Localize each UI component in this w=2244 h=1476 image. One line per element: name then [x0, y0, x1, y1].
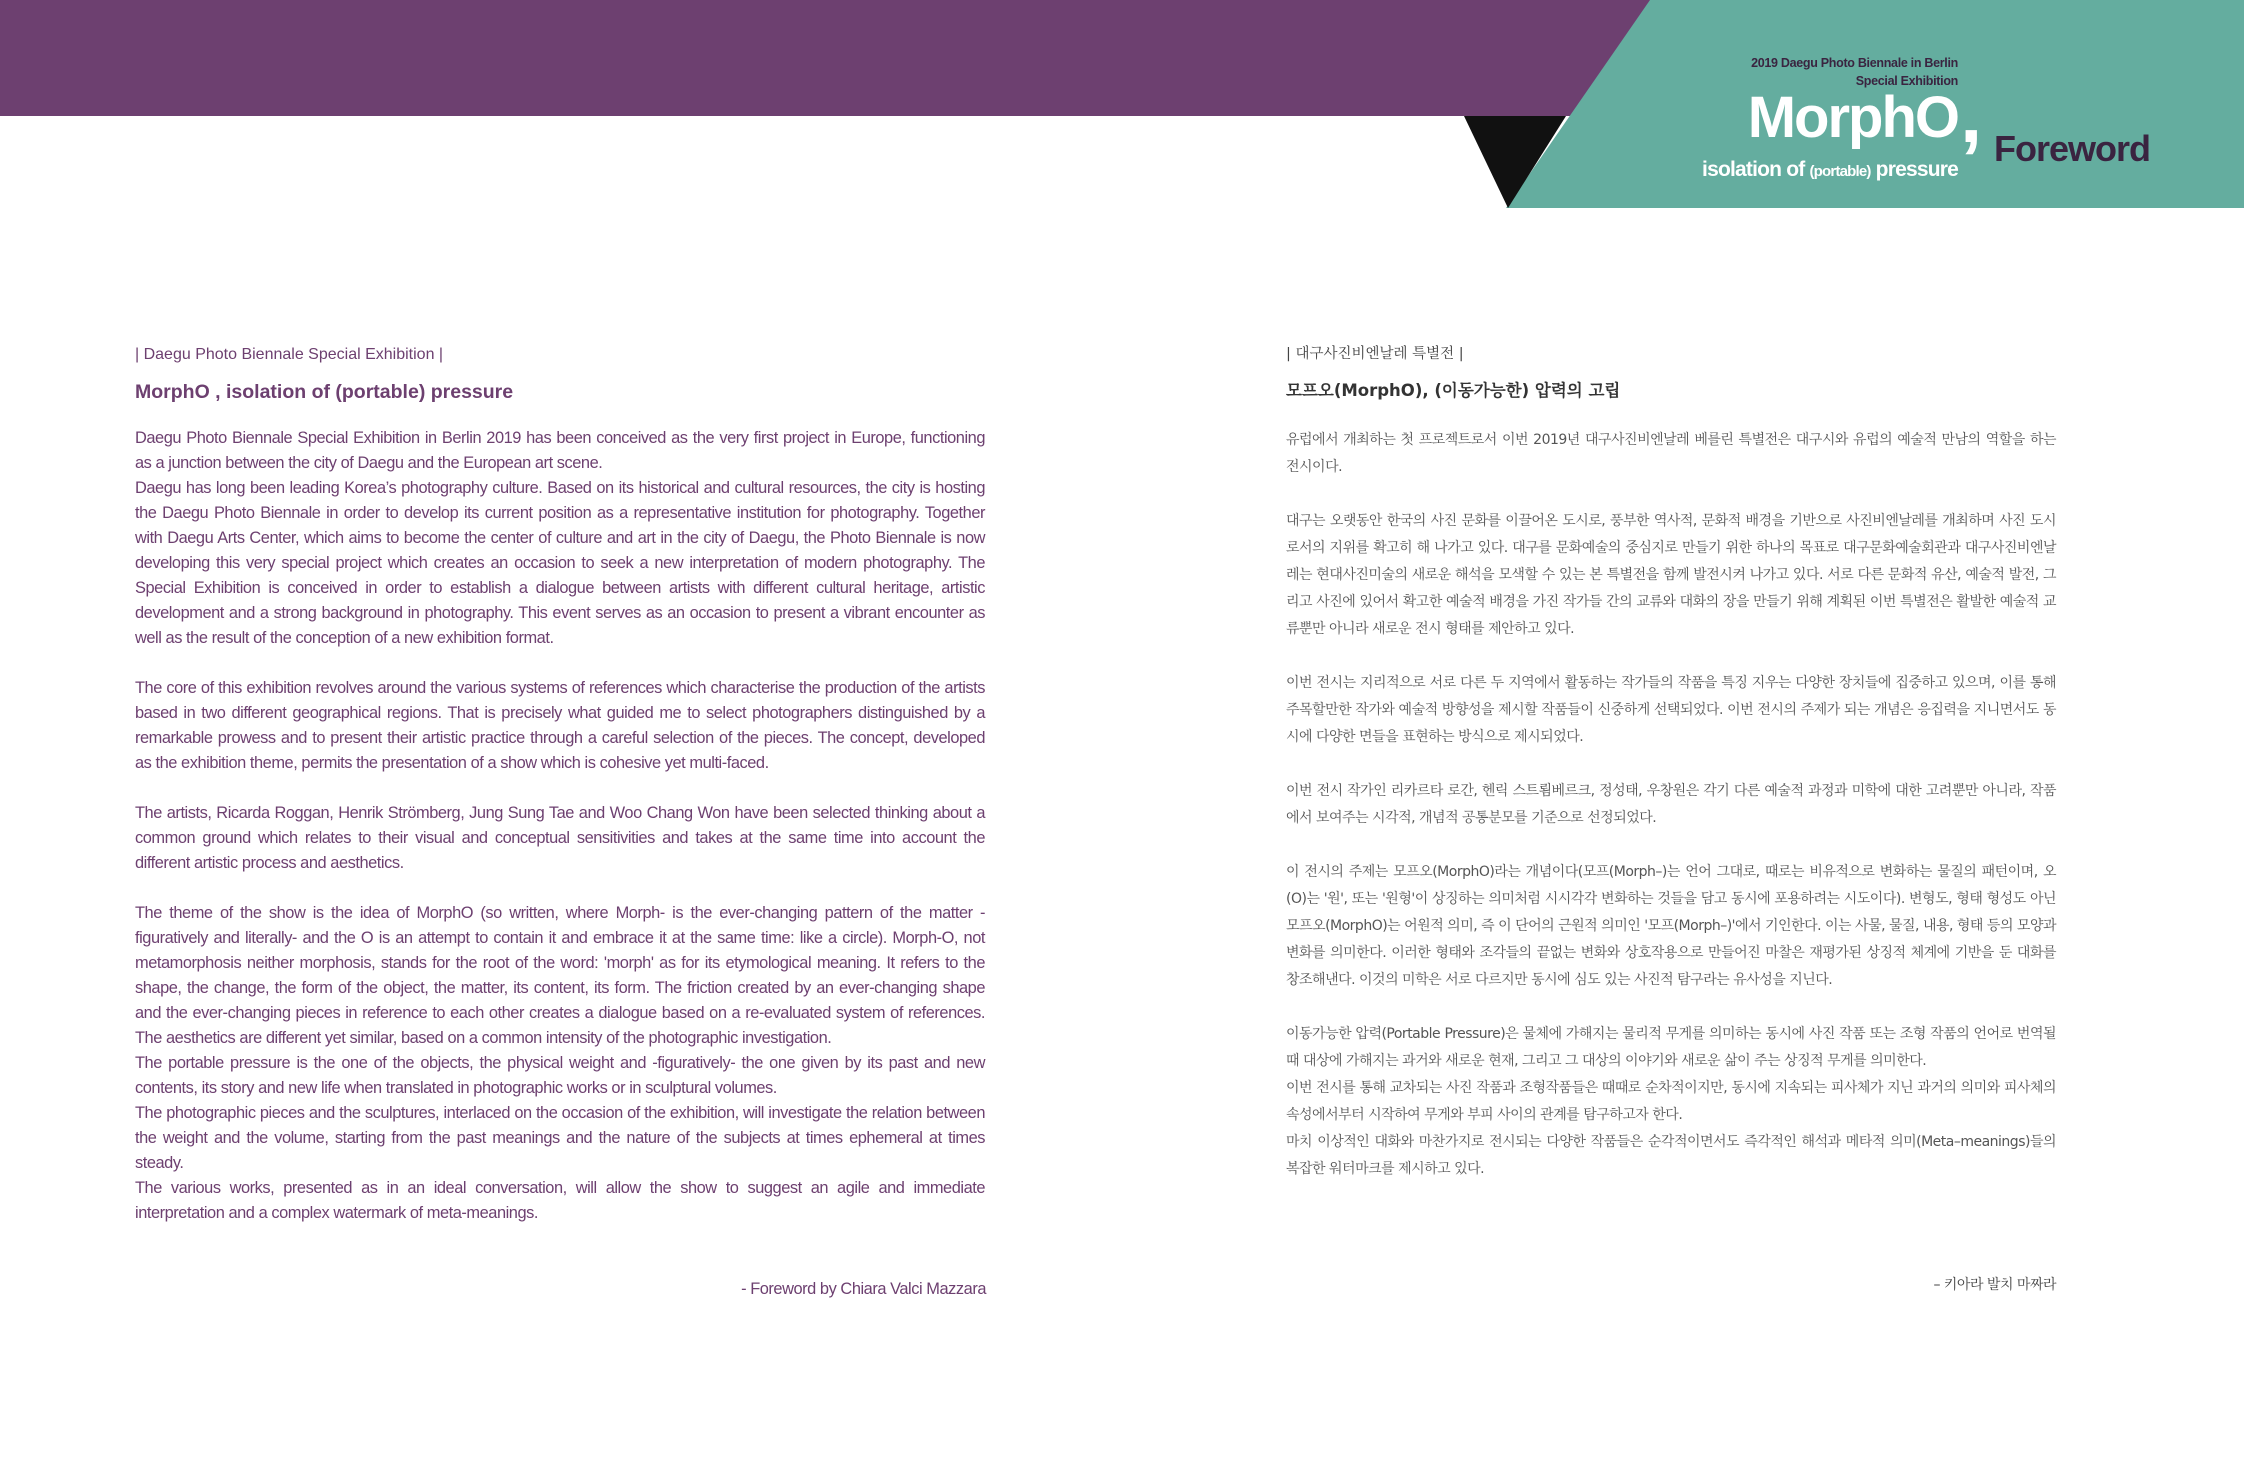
english-paragraph: The theme of the show is the idea of MorphO (so written, where Morph- is the ever-changing pattern of the matter -figuratively and literally- and the O is an attempt to contain it and embrace it at the same time: like a circle). Morph-O, not metamorphosis neither morphosis, stands for the root of the word: 'morph' as for its etymological meaning. It refers to the shape, the change, the form of the object, the matter, its content, its form. The friction created by an ever-changing shape and the ever-changing pieces in reference to each other creates a dialogue based on a re-evaluated system of references. The aesthetics are different yet similar, based on a common intensity of the photographic investigation.: [135, 904, 985, 1047]
english-paragraph: The portable pressure is the one of the objects, the physical weight and -figuratively- the one given by its past and new contents, its story and new life when translated in photographic works or in sculptural volumes.: [135, 1054, 985, 1097]
header-subtitle-a: isolation of: [1702, 158, 1810, 181]
english-paragraph: Daegu has long been leading Korea’s photography culture. Based on its historical and cultural resources, the city is hosting the Daegu Photo Biennale in order to develop its current position as a representative institution for photography. Together with Daegu Arts Center, which aims to become the center of culture and art in the city of Daegu, the Photo Biennale is now developing this very special project which creates an occasion to seek a new interpretation of modern photography. The Special Exhibition is conceived in order to establish a dialogue between artists with different cultural heritage, artistic development and a strong background in photography. This event serves as an occasion to present a vibrant encounter as well as the result of the conception of a new exhibition format.: [135, 479, 985, 647]
paragraph-gap: [1286, 643, 2056, 670]
english-column: [135, 342, 985, 1226]
korean-title: 모프오(MorphO), (이동가능한) 압력의 고립: [1286, 381, 1621, 400]
korean-paragraph: 대구는 오랫동안 한국의 사진 문화를 이끌어온 도시로, 풍부한 역사적, 문화적 배경을 기반으로 사진비엔날레를 개최하며 사진 도시로서의 지위를 확고히 해 나가고 있다. 대구를 문화예술의 중심지로 만들기 위한 하나의 목표로 대구문화예술회관과 대구사진비엔날레는 현대사진미술의 새로운 해석을 모색할 수 있는 본 특별전을 함께 발전시켜 나가고 있다. 서로 다른 문화적 유산, 예술적 발전, 그리고 사진에 있어서 확고한 예술적 배경을 가진 작가들 간의 교류와 대화의 장을 만들기 위해 계획된 이번 특별전은 활발한 예술적 교류뿐만 아니라 새로운 전시 형태를 제안하고 있다.: [1286, 513, 2056, 637]
paragraph-gap: [1286, 994, 2056, 1021]
header-subtitle-c: pressure: [1870, 158, 1958, 181]
paragraph-gap: [1286, 751, 2056, 778]
korean-signature: – 키아라 발치 마짜라: [1933, 1277, 2056, 1293]
korean-paragraph: 이번 전시는 지리적으로 서로 다른 두 지역에서 활동하는 작가들의 작품을 특징 지우는 다양한 장치들에 집중하고 있으며, 이를 통해 주목할만한 작가와 예술적 방향성을 제시할 작품들이 신중하게 선택되었다. 이번 전시의 주제가 되는 개념은 응집력을 지니면서도 동시에 다양한 면들을 표현하는 방식으로 제시되었다.: [1286, 675, 2056, 745]
korean-paragraph: 이번 전시를 통해 교차되는 사진 작품과 조형작품들은 때때로 순차적이지만, 동시에 지속되는 피사체가 지닌 과거의 의미와 피사체의 속성에서부터 시작하여 무게와 부피 사이의 관계를 탐구하고자 한다.: [1286, 1080, 2056, 1123]
english-tag: | Daegu Photo Biennale Special Exhibition |: [135, 346, 444, 363]
korean-column: [1286, 342, 2056, 1183]
english-paragraph: Daegu Photo Biennale Special Exhibition in Berlin 2019 has been conceived as the very first project in Europe, functioning as a junction between the city of Daegu and the European art scene.: [135, 429, 985, 472]
english-paragraph: The photographic pieces and the sculptures, interlaced on the occasion of the exhibition, will investigate the relation between the weight and the volume, starting from the past meanings and the nature of the subjects at times ephemeral at times steady.: [135, 1104, 985, 1172]
header-title: MorphO: [1747, 85, 1958, 150]
paragraph-gap: [135, 776, 985, 801]
paragraph-gap: [1286, 481, 2056, 508]
paragraph-gap: [135, 876, 985, 901]
korean-paragraph: 마치 이상적인 대화와 마찬가지로 전시되는 다양한 작품들은 순각적이면서도 즉각적인 해석과 메타적 의미(Meta–meanings)들의 복잡한 워터마크를 제시하고 있다.: [1286, 1134, 2056, 1177]
english-signature: - Foreword by Chiara Valci Mazzara: [741, 1280, 986, 1298]
header-line2: Special Exhibition: [1855, 74, 1958, 88]
korean-paragraph: 이 전시의 주제는 모프오(MorphO)라는 개념이다(모프(Morph–)는 언어 그대로, 때로는 비유적으로 변화하는 물질의 패턴이며, 오(O)는 '원', 또는 '원형'이 상징하는 의미처럼 시시각각 변화하는 것들을 담고 동시에 포용하려는 시도이다). 변형도, 형태 형성도 아닌 모프오(MorphO)는 어원적 의미, 즉 이 단어의 근원적 의미인 '모프(Morph–)'에서 기인한다. 이는 사물, 물질, 내용, 형태 등의 모양과 변화를 의미한다. 이러한 형태와 조각들의 끝없는 변화와 상호작용으로 만들어진 마찰은 재평가된 상징적 체계에 기반을 둔 대화를 창조해낸다. 이것의 미학은 서로 다르지만 동시에 심도 있는 사진적 탐구라는 유사성을 지닌다.: [1286, 864, 2056, 988]
header-subtitle: [1702, 156, 1958, 186]
header-subtitle-b: (portable): [1809, 163, 1871, 180]
korean-paragraph: 이번 전시 작가인 리카르타 로간, 헨릭 스트룀베르크, 정성태, 우창원은 각기 다른 예술적 과정과 미학에 대한 고려뿐만 아니라, 작품에서 보여주는 시각적, 개념적 공통분모를 기준으로 선정되었다.: [1286, 783, 2056, 826]
korean-tag: | 대구사진비엔날레 특별전 |: [1286, 346, 1464, 362]
english-paragraph: The artists, Ricarda Roggan, Henrik Strömberg, Jung Sung Tae and Woo Chang Won have been selected thinking about a common ground which relates to their visual and conceptual sensitivities and takes at the same time into account the different artistic process and aesthetics.: [135, 804, 985, 872]
paragraph-gap: [1286, 832, 2056, 859]
header-foreword: Foreword: [1994, 128, 2151, 169]
paragraph-gap: [135, 651, 985, 676]
english-title: MorphO , isolation of (portable) pressure: [135, 381, 514, 403]
korean-body: [1286, 427, 2056, 1183]
korean-paragraph: 이동가능한 압력(Portable Pressure)은 물체에 가해지는 물리적 무게를 의미하는 동시에 사진 작품 또는 조형 작품의 언어로 번역될 때 대상에 가해지는 과거와 새로운 현재, 그리고 그 대상의 이야기와 새로운 삶이 주는 상징적 무게를 의미한다.: [1286, 1026, 2056, 1069]
english-paragraph: The various works, presented as in an ideal conversation, will allow the show to suggest an agile and immediate interpretation and a complex watermark of meta-meanings.: [135, 1179, 985, 1222]
english-paragraph: The core of this exhibition revolves around the various systems of references which characterise the production of the artists based in two different geographical regions. That is precisely what guided me to select photographers distinguished by a remarkable prowess and to present their artistic practice through a careful selection of the pieces. The concept, developed as the exhibition theme, permits the presentation of a show which is cohesive yet multi-faced.: [135, 679, 985, 772]
korean-paragraph: 유럽에서 개최하는 첫 프로젝트로서 이번 2019년 대구사진비엔날레 베를린 특별전은 대구시와 유럽의 예술적 만남의 역할을 하는 전시이다.: [1286, 432, 2056, 475]
english-body: [135, 426, 985, 1226]
header-comma: ,: [1960, 70, 1983, 159]
header-line1: 2019 Daegu Photo Biennale in Berlin: [1751, 56, 1958, 70]
